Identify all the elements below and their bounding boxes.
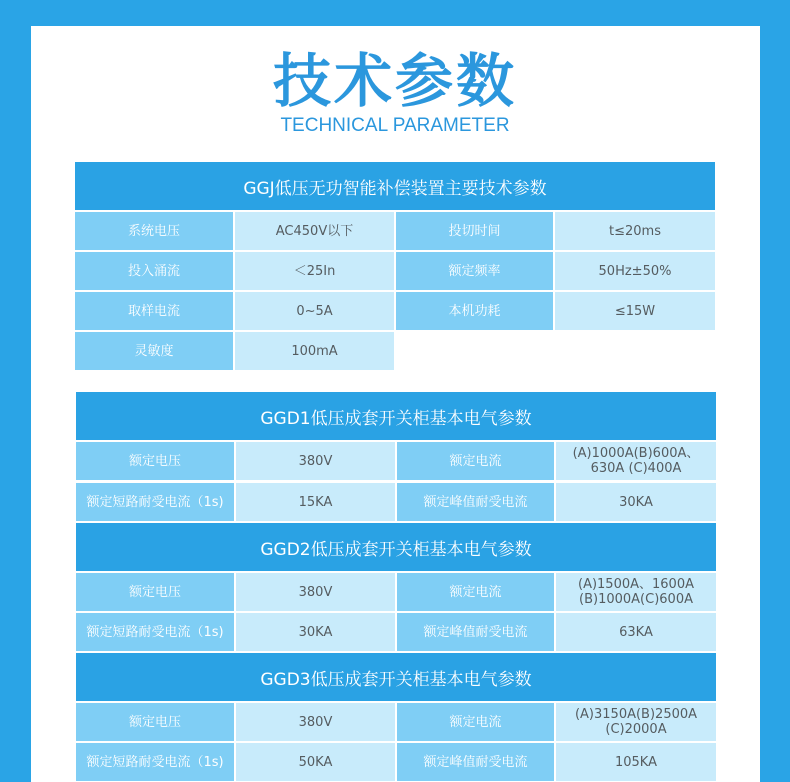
value-rated-current: (A)1000A(B)600A、630A (C)400A bbox=[556, 442, 716, 480]
label-rated-voltage: 额定电压 bbox=[76, 573, 234, 611]
value-peak-current: 105KA bbox=[556, 743, 716, 781]
label-rated-current: 额定电流 bbox=[397, 573, 554, 611]
label-switch-time: 投切时间 bbox=[396, 212, 553, 250]
value-switch-time: t≤20ms bbox=[555, 212, 715, 250]
label-sampling-current: 取样电流 bbox=[75, 292, 233, 330]
value-power-consumption: ≤15W bbox=[555, 292, 715, 330]
table-ggj-title: GGJ低压无功智能补偿装置主要技术参数 bbox=[75, 162, 715, 210]
value-peak-current: 30KA bbox=[556, 483, 716, 521]
label-inrush-current: 投入涌流 bbox=[75, 252, 233, 290]
page-title: 技术参数 bbox=[272, 47, 517, 115]
value-rated-voltage: 380V bbox=[236, 442, 395, 480]
table-ggd1-title: GGD1低压成套开关柜基本电气参数 bbox=[76, 392, 716, 440]
value-sensitivity: 100mA bbox=[235, 332, 394, 370]
label-rated-voltage: 额定电压 bbox=[76, 442, 234, 480]
label-rated-frequency: 额定频率 bbox=[396, 252, 553, 290]
label-short-circuit-current: 额定短路耐受电流（1s) bbox=[76, 613, 234, 651]
label-peak-current: 额定峰值耐受电流 bbox=[397, 613, 554, 651]
page-subtitle: TECHNICAL PARAMETER bbox=[280, 115, 510, 136]
table-ggd3-title: GGD3低压成套开关柜基本电气参数 bbox=[76, 653, 716, 701]
label-power-consumption: 本机功耗 bbox=[396, 292, 553, 330]
value-system-voltage: AC450V以下 bbox=[235, 212, 394, 250]
label-short-circuit-current: 额定短路耐受电流（1s) bbox=[76, 743, 234, 781]
value-short-circuit-current: 30KA bbox=[236, 613, 395, 651]
value-rated-current: (A)3150A(B)2500A (C)2000A bbox=[556, 703, 716, 741]
label-peak-current: 额定峰值耐受电流 bbox=[397, 743, 554, 781]
label-short-circuit-current: 额定短路耐受电流（1s) bbox=[76, 483, 234, 521]
label-rated-voltage: 额定电压 bbox=[76, 703, 234, 741]
label-sensitivity: 灵敏度 bbox=[75, 332, 233, 370]
table-ggd2-title: GGD2低压成套开关柜基本电气参数 bbox=[76, 523, 716, 571]
label-system-voltage: 系统电压 bbox=[75, 212, 233, 250]
value-rated-voltage: 380V bbox=[236, 703, 395, 741]
value-inrush-current: ＜25In bbox=[235, 252, 394, 290]
label-peak-current: 额定峰值耐受电流 bbox=[397, 483, 554, 521]
value-short-circuit-current: 15KA bbox=[236, 483, 395, 521]
value-short-circuit-current: 50KA bbox=[236, 743, 395, 781]
value-rated-voltage: 380V bbox=[236, 573, 395, 611]
value-rated-current: (A)1500A、1600A (B)1000A(C)600A bbox=[556, 573, 716, 611]
label-rated-current: 额定电流 bbox=[397, 442, 554, 480]
value-rated-frequency: 50Hz±50% bbox=[555, 252, 715, 290]
value-peak-current: 63KA bbox=[556, 613, 716, 651]
label-rated-current: 额定电流 bbox=[397, 703, 554, 741]
value-sampling-current: 0~5A bbox=[235, 292, 394, 330]
